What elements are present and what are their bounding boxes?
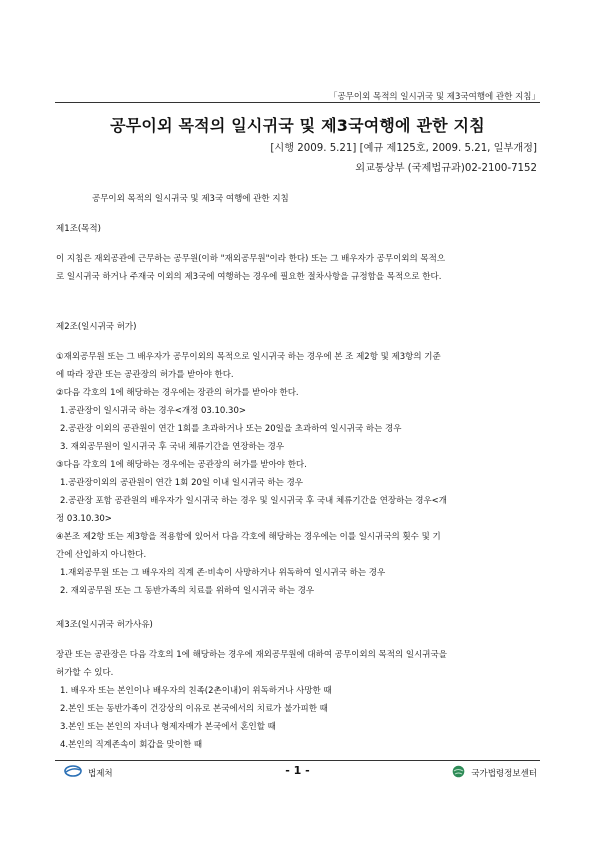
article-3-line: 4.본인의 직계존속이 회갑을 맞이한 때 (60, 740, 203, 750)
article-2-line: 에 따라 장관 또는 공관장의 허가를 받아야 한다. (56, 370, 234, 380)
footer-left-label: 법제처 (88, 768, 113, 779)
article-3-line: 3.본인 또는 본인의 자녀나 형제자매가 본국에서 혼인할 때 (60, 722, 276, 732)
footer-rule (55, 760, 540, 761)
globe-logo-icon (452, 765, 465, 781)
article-3-line: 1. 배우자 또는 본인이나 배우자의 친족(2촌이내)이 위독하거나 사망한 때 (60, 686, 332, 696)
article-3-line: 허가할 수 있다. (56, 668, 114, 678)
article-2-line: 3. 재외공무원이 일시귀국 후 국내 체류기간을 연장하는 경우 (60, 442, 285, 452)
article-2-line: ④본조 제2항 또는 제3항을 적용함에 있어서 다음 각호에 해당하는 경우에는 이를 일시귀국의 횟수 및 기 (56, 532, 441, 542)
article-2-line: 2.공관장 이외의 공관원이 연간 1회를 초과하거나 또는 20일을 초과하여 일시귀국 하는 경우 (60, 424, 402, 434)
article-3-heading: 제3조(일시귀국 허가사유) (56, 620, 153, 630)
footer-right (452, 765, 537, 781)
law-name: 공무이외 목적의 일시귀국 및 제3국 여행에 관한 지침 (92, 194, 289, 204)
article-2-line: 1.공관장이 일시귀국 하는 경우<개정 03.10.30> (60, 406, 246, 416)
article-1-heading: 제1조(목적) (56, 224, 101, 234)
department-contact: 외교통상부 (국제법규과)02-2100-7152 (355, 163, 537, 174)
article-2-line: ①재외공무원 또는 그 배우자가 공무이외의 목적으로 일시귀국 하는 경우에 본 조 제2항 및 제3항의 기준 (56, 352, 441, 362)
article-2-line: 정 03.10.30> (56, 514, 112, 524)
running-header: 「공무이외 목적의 일시귀국 및 제3국여행에 관한 지침」 (328, 92, 540, 102)
article-2-heading: 제2조(일시귀국 허가) (56, 322, 137, 332)
enactment-info: [시행 2009. 5.21] [예규 제125호, 2009. 5.21, 일부개정] (270, 143, 537, 154)
article-3-line: 2.본인 또는 동반가족이 건강상의 이유로 본국에서의 치료가 불가피한 때 (60, 704, 328, 714)
header-rule (55, 102, 540, 103)
article-2-line: ②다음 각호의 1에 해당하는 경우에는 장관의 허가를 받아야 한다. (56, 388, 299, 398)
article-1-line: 로 일시귀국 하거나 주재국 이외의 제3국에 여행하는 경우에 필요한 절차사항을 규정함을 목적으로 한다. (56, 272, 442, 282)
article-2-line: 2.공관장 포함 공관원의 배우자가 일시귀국 하는 경우 및 일시귀국 후 국내 체류기간을 연장하는 경우<개 (60, 496, 448, 506)
article-3-line: 장관 또는 공관장은 다음 각호의 1에 해당하는 경우에 재외공무원에 대하여 공무이외의 목적의 일시귀국을 (56, 650, 447, 660)
page-number: - 1 - (285, 764, 310, 777)
document-title: 공무이외 목적의 일시귀국 및 제3국여행에 관한 지침 (110, 116, 485, 135)
article-2-line: 1.공관장이외의 공관원이 연간 1회 20일 이내 일시귀국 하는 경우 (60, 478, 304, 488)
article-2-line: 1.재외공무원 또는 그 배우자의 직계 존·비속이 사망하거나 위독하여 일시귀국 하는 경우 (60, 568, 386, 578)
footer-right-label: 국가법령정보센터 (471, 769, 537, 779)
article-2-line: 간에 산입하지 아니한다. (56, 550, 147, 560)
article-2-line: 2. 재외공무원 또는 그 동반가족의 치료를 위하여 일시귀국 하는 경우 (60, 586, 315, 596)
article-2-line: ③다음 각호의 1에 해당하는 경우에는 공관장의 허가를 받아야 한다. (56, 460, 307, 470)
article-1-line: 이 지침은 재외공관에 근무하는 공무원(이하 "재외공무원"이라 한다) 또는 그 배우자가 공무이외의 목적으 (56, 254, 446, 264)
